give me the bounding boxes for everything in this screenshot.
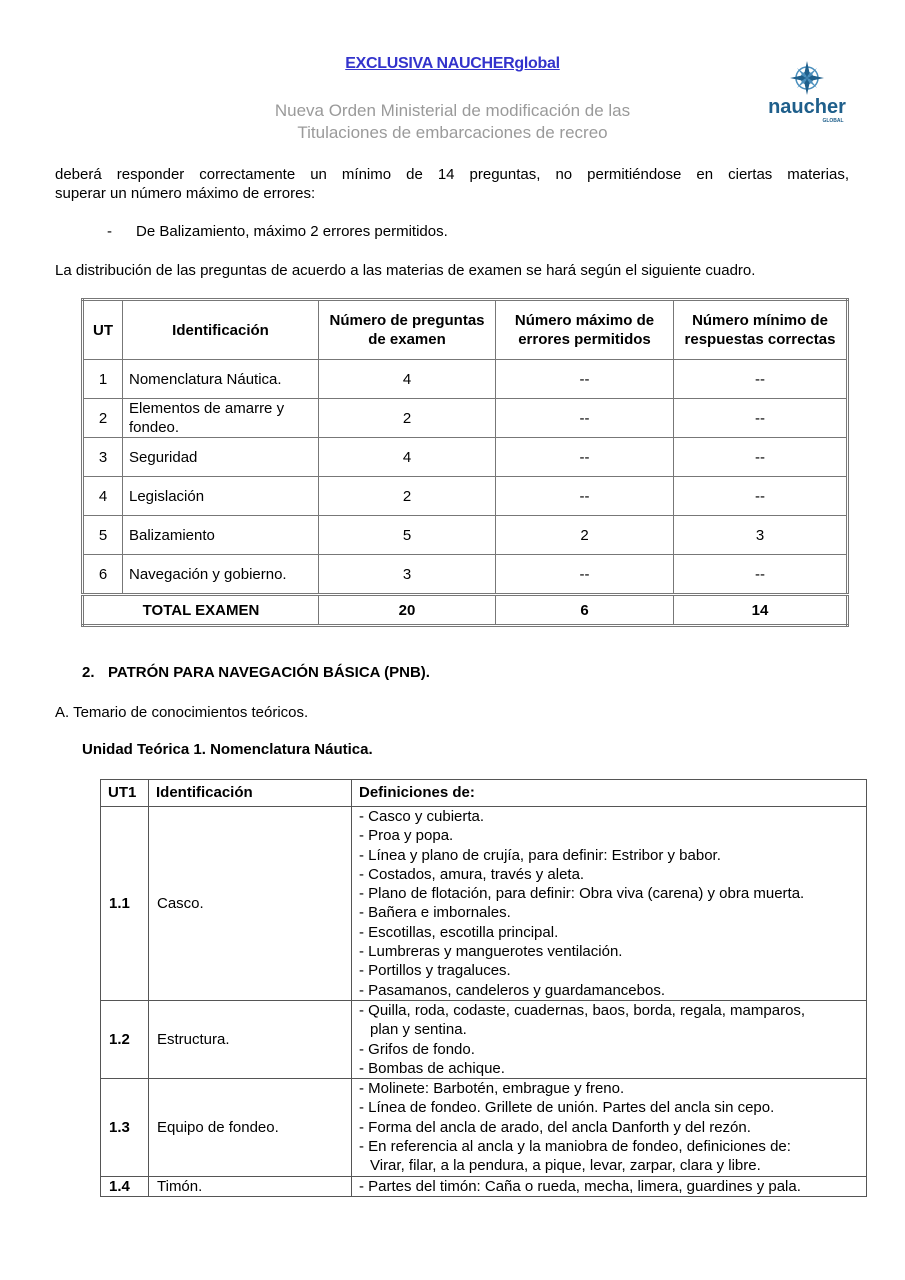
cell-ut: 5 xyxy=(83,516,123,555)
table-row xyxy=(83,399,848,438)
cell-total-label: TOTAL EXAMEN xyxy=(83,595,319,626)
cell-preguntas: 4 xyxy=(319,438,496,477)
bullet-dash: - xyxy=(107,223,112,240)
cell-errores: 2 xyxy=(496,516,674,555)
definition-line: - Escotillas, escotilla principal. xyxy=(359,923,559,941)
header-num-preguntas: Número de preguntas de examen xyxy=(319,300,496,360)
header-identificacion: Identificación xyxy=(123,300,319,360)
cell-identificacion: Legislación xyxy=(123,477,319,516)
exam-distribution-table xyxy=(81,298,849,627)
bullet-text: De Balizamiento, máximo 2 errores permitidos. xyxy=(136,223,448,240)
cell-respuestas: 3 xyxy=(674,516,848,555)
cell-preguntas: 2 xyxy=(319,477,496,516)
table-row xyxy=(101,1079,867,1176)
cell-preguntas: 2 xyxy=(319,399,496,438)
definition-line: - Plano de flotación, para definir: Obra viva (carena) y obra muerta. xyxy=(359,885,805,903)
cell-code: 1.1 xyxy=(101,807,149,1001)
header-max-errores: Número máximo de errores permitidos xyxy=(496,300,674,360)
cell-definiciones xyxy=(352,1000,867,1078)
definition-line: - Línea y plano de crujía, para definir: Estribor y babor. xyxy=(359,846,721,864)
logo-subtext: GLOBAL xyxy=(822,118,844,124)
cell-errores: -- xyxy=(496,360,674,399)
table-row xyxy=(83,516,848,555)
cell-errores: -- xyxy=(496,555,674,595)
cell-code: 1.3 xyxy=(101,1079,149,1176)
cell-definiciones xyxy=(352,1079,867,1176)
intro-paragraph-line2: superar un número máximo de errores: xyxy=(55,185,316,202)
definition-line: - Portillos y tragaluces. xyxy=(359,962,511,980)
cell-ut: 4 xyxy=(83,477,123,516)
table-row xyxy=(101,1000,867,1078)
cell-respuestas: -- xyxy=(674,360,848,399)
cell-identificacion: Nomenclatura Náutica. xyxy=(123,360,319,399)
header-ut: UT xyxy=(83,300,123,360)
cell-respuestas: -- xyxy=(674,555,848,595)
intro-paragraph-line1: deberá responder correctamente un mínimo de 14 preguntas, no permitiéndose en ciertas materias, xyxy=(55,166,849,183)
cell-identificacion: Estructura. xyxy=(149,1000,352,1078)
definition-line: - Lumbreras y manguerotes ventilación. xyxy=(359,943,623,961)
header-ut1: UT1 xyxy=(101,780,149,807)
table-header-row xyxy=(101,780,867,807)
cell-respuestas: -- xyxy=(674,438,848,477)
cell-ut: 3 xyxy=(83,438,123,477)
cell-ut: 6 xyxy=(83,555,123,595)
cell-identificacion: Balizamiento xyxy=(123,516,319,555)
definition-line: - Costados, amura, través y aleta. xyxy=(359,865,585,883)
cell-errores: -- xyxy=(496,477,674,516)
cell-ut: 1 xyxy=(83,360,123,399)
definition-line: - Molinete: Barbotén, embrague y freno. xyxy=(359,1080,625,1098)
definition-line: - Bombas de achique. xyxy=(359,1059,505,1077)
table-row xyxy=(83,438,848,477)
definition-line: - Casco y cubierta. xyxy=(359,808,485,825)
naucher-logo xyxy=(765,58,850,124)
definition-line: - Proa y popa. xyxy=(359,827,454,845)
cell-code: 1.4 xyxy=(101,1176,149,1196)
definition-line: plan y sentina. xyxy=(370,1021,467,1039)
table-header-row xyxy=(83,300,848,360)
cell-preguntas: 4 xyxy=(319,360,496,399)
cell-total-respuestas: 14 xyxy=(674,595,848,626)
cell-code: 1.2 xyxy=(101,1000,149,1078)
exclusive-link-title[interactable]: EXCLUSIVA NAUCHERglobal xyxy=(345,55,560,72)
header-min-respuestas: Número mínimo de respuestas correctas xyxy=(674,300,848,360)
cell-identificacion: Elementos de amarre y fondeo. xyxy=(123,399,319,438)
logo-wordmark: naucher xyxy=(768,96,846,118)
ut1-definitions-table xyxy=(100,779,867,1197)
definition-line: - En referencia al ancla y la maniobra de fondeo, definiciones de: xyxy=(359,1138,791,1156)
table-row xyxy=(83,477,848,516)
definition-line: - Línea de fondeo. Grillete de unión. Partes del ancla sin cepo. xyxy=(359,1099,775,1117)
table-row xyxy=(83,555,848,595)
definition-line: - Quilla, roda, codaste, cuadernas, baos, borda, regala, mamparos, xyxy=(359,1001,806,1019)
cell-identificacion: Navegación y gobierno. xyxy=(123,555,319,595)
cell-preguntas: 3 xyxy=(319,555,496,595)
cell-respuestas: -- xyxy=(674,399,848,438)
definition-line: Virar, filar, a la pendura, a pique, levar, zarpar, clara y libre. xyxy=(370,1157,761,1175)
compass-rose-icon xyxy=(790,61,824,95)
cell-errores: -- xyxy=(496,438,674,477)
section-number: 2. xyxy=(82,664,95,681)
subsection-a-title: A. Temario de conocimientos teóricos. xyxy=(55,704,309,721)
unit-title: Unidad Teórica 1. Nomenclatura Náutica. xyxy=(82,741,373,758)
cell-identificacion: Timón. xyxy=(149,1176,352,1196)
cell-respuestas: -- xyxy=(674,477,848,516)
document-subtitle-line2: Titulaciones de embarcaciones de recreo xyxy=(297,123,608,142)
definition-line: - Forma del ancla de arado, del ancla Danforth y del rezón. xyxy=(359,1118,751,1136)
list-item xyxy=(107,222,448,241)
table-row xyxy=(83,360,848,399)
cell-total-errores: 6 xyxy=(496,595,674,626)
cell-ut: 2 xyxy=(83,399,123,438)
definition-line: - Grifos de fondo. xyxy=(359,1040,475,1058)
cell-identificacion: Equipo de fondeo. xyxy=(149,1079,352,1176)
section-title: PATRÓN PARA NAVEGACIÓN BÁSICA (PNB). xyxy=(108,664,430,681)
header-identificacion: Identificación xyxy=(149,780,352,807)
cell-errores: -- xyxy=(496,399,674,438)
distribution-paragraph: La distribución de las preguntas de acuerdo a las materias de examen se hará según el siguiente cuadro. xyxy=(55,262,756,279)
cell-identificacion: Casco. xyxy=(149,807,352,1001)
definition-line: - Pasamanos, candeleros y guardamancebos. xyxy=(359,981,666,999)
table-row xyxy=(101,1176,867,1196)
cell-definiciones xyxy=(352,807,867,1001)
cell-definiciones xyxy=(352,1176,867,1196)
section-heading xyxy=(82,664,430,681)
cell-total-preguntas: 20 xyxy=(319,595,496,626)
definition-line: - Bañera e imbornales. xyxy=(359,904,511,922)
table-total-row xyxy=(83,595,848,626)
cell-identificacion: Seguridad xyxy=(123,438,319,477)
document-subtitle-line1: Nueva Orden Ministerial de modificación de las xyxy=(274,101,631,120)
table-row xyxy=(101,807,867,1001)
cell-preguntas: 5 xyxy=(319,516,496,555)
header-definiciones: Definiciones de: xyxy=(352,780,867,807)
definition-line: - Partes del timón: Caña o rueda, mecha, limera, guardines y pala. xyxy=(359,1177,801,1195)
